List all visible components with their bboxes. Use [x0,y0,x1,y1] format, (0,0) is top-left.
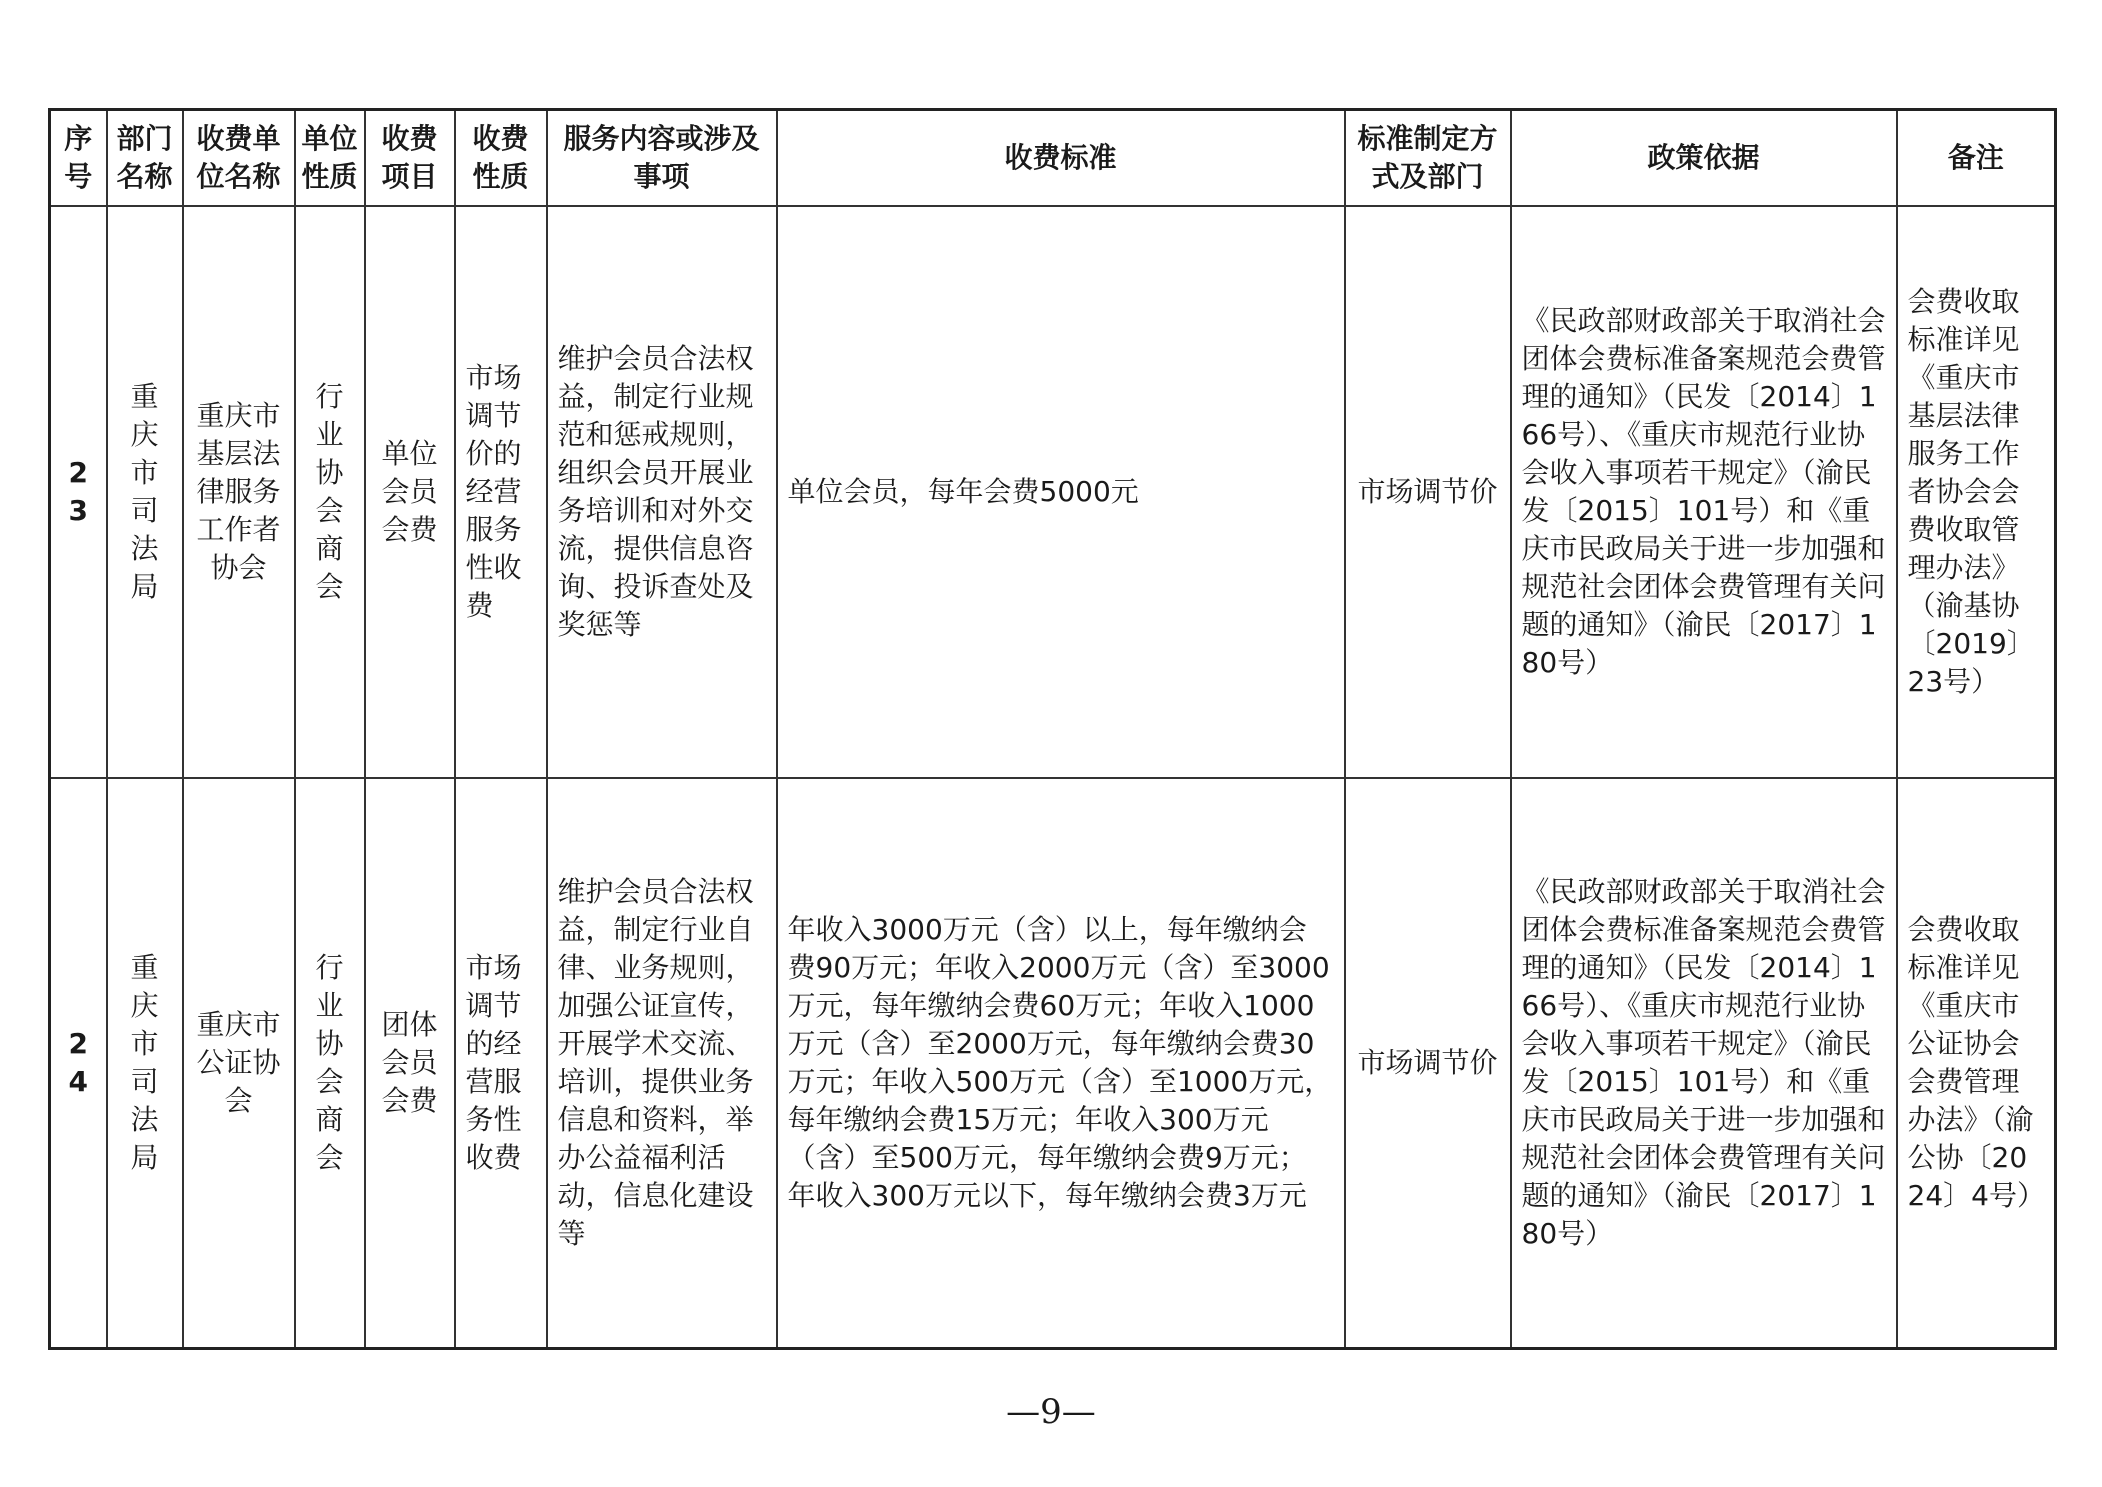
header-method: 标准制定方式及部门 [1345,110,1511,207]
header-service: 服务内容或涉及事项 [547,110,777,207]
header-policy: 政策依据 [1511,110,1897,207]
cell-remark: 会费收取标准详见《重庆市基层法律服务工作者协会会费收取管理办法》（渝基协〔2019〕23号） [1897,206,2056,778]
cell-seq: 24 [50,778,107,1348]
cell-remark: 会费收取标准详见《重庆市公证协会会费管理办法》（渝公协〔2024〕4号） [1897,778,2056,1348]
header-unit: 收费单位名称 [183,110,295,207]
header-row [50,110,2056,207]
cell-standard: 单位会员，每年会费5000元 [777,206,1345,778]
cell-service: 维护会员合法权益，制定行业规范和惩戒规则，组织会员开展业务培训和对外交流，提供信息咨询、投诉查处及奖惩等 [547,206,777,778]
cell-charge-nature: 市场调节价的经营服务性收费 [455,206,547,778]
page-number: —9— [1006,1392,1096,1432]
fee-table [48,108,2057,1350]
header-remark: 备注 [1897,110,2056,207]
cell-policy: 《民政部财政部关于取消社会团体会费标准备案规范会费管理的通知》（民发〔2014〕166号）、《重庆市规范行业协会收入事项若干规定》（渝民发〔2015〕101号）和《重庆市民政局关于进一步加强和规范社会团体会费管理有关问题的通知》（渝民〔2017〕180号） [1511,778,1897,1348]
cell-dept: 重庆市司法局 [107,206,183,778]
cell-unit: 重庆市公证协会 [183,778,295,1348]
header-standard: 收费标准 [777,110,1345,207]
header-dept: 部门名称 [107,110,183,207]
cell-policy: 《民政部财政部关于取消社会团体会费标准备案规范会费管理的通知》（民发〔2014〕166号）、《重庆市规范行业协会收入事项若干规定》（渝民发〔2015〕101号）和《重庆市民政局关于进一步加强和规范社会团体会费管理有关问题的通知》（渝民〔2017〕180号） [1511,206,1897,778]
table-row [50,778,2056,1348]
header-item: 收费项目 [365,110,455,207]
cell-method: 市场调节价 [1345,778,1511,1348]
header-seq: 序号 [50,110,107,207]
cell-unit: 重庆市基层法律服务工作者协会 [183,206,295,778]
cell-charge-nature: 市场调节的经营服务性收费 [455,778,547,1348]
header-charge-nature: 收费性质 [455,110,547,207]
cell-nature: 行业协会商会 [295,206,365,778]
cell-method: 市场调节价 [1345,206,1511,778]
header-nature: 单位性质 [295,110,365,207]
cell-nature: 行业协会商会 [295,778,365,1348]
cell-dept: 重庆市司法局 [107,778,183,1348]
cell-service: 维护会员合法权益，制定行业自律、业务规则，加强公证宣传，开展学术交流、培训，提供业务信息和资料，举办公益福利活动，信息化建设等 [547,778,777,1348]
cell-item: 团体会员会费 [365,778,455,1348]
cell-item: 单位会员会费 [365,206,455,778]
cell-seq: 23 [50,206,107,778]
cell-standard: 年收入3000万元（含）以上，每年缴纳会费90万元；年收入2000万元（含）至3000万元，每年缴纳会费60万元；年收入1000万元（含）至2000万元，每年缴纳会费30万元；年收入500万元（含）至1000万元，每年缴纳会费15万元；年收入300万元（含）至500万元，每年缴纳会费9万元；年收入300万元以下，每年缴纳会费3万元 [777,778,1345,1348]
table-row [50,206,2056,778]
